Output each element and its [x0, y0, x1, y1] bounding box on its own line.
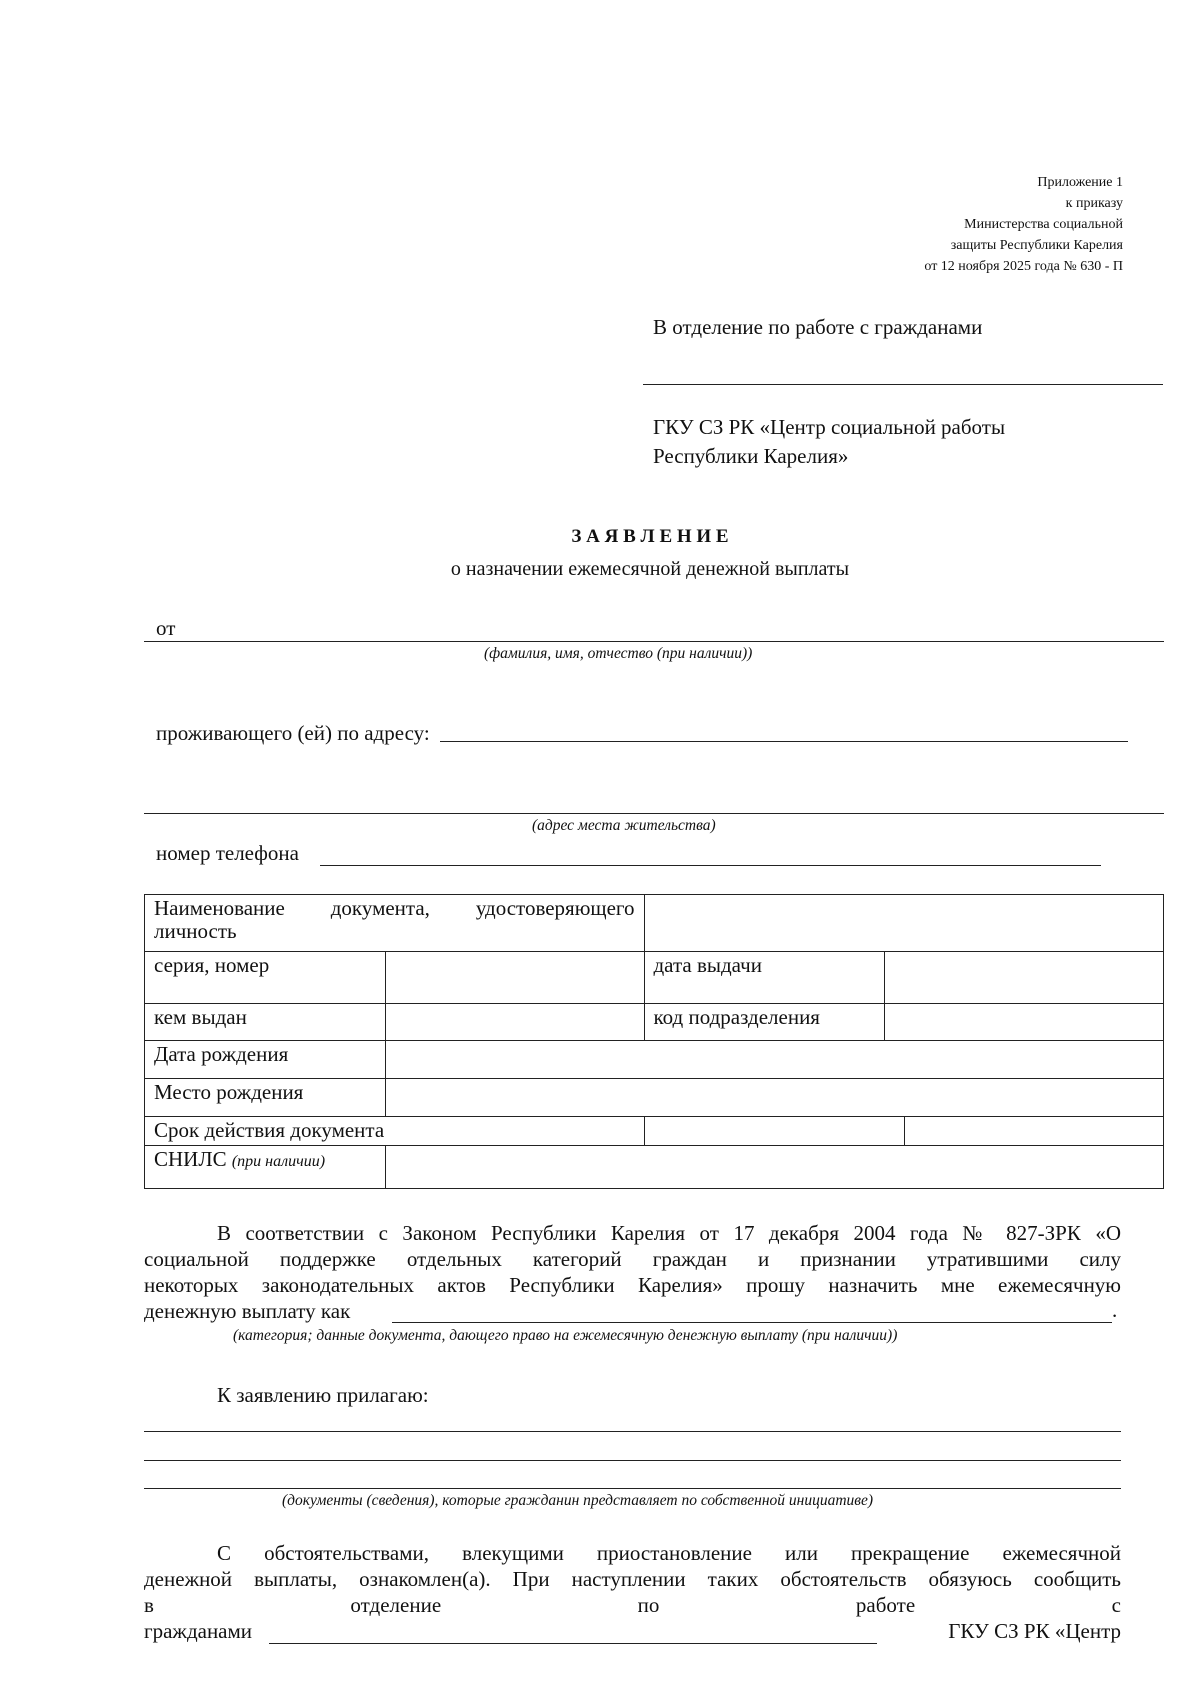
doc-name-label	[145, 895, 645, 952]
identity-document-table	[144, 894, 1164, 1189]
phone-label: номер телефона	[156, 841, 299, 865]
birth-place-label: Место рождения	[145, 1079, 386, 1117]
category-hint: (категория; данные документа, дающего право на ежемесячную денежную выплату (при наличии))	[233, 1327, 898, 1344]
address-line-2[interactable]	[144, 813, 1164, 814]
dept-code-label: код подразделения	[644, 1004, 885, 1041]
ack-line-3: в отделение по работе с	[144, 1593, 1121, 1617]
validity-to-value[interactable]	[905, 1117, 1164, 1146]
request-line-1: В соответствии с Законом Республики Карелия от 17 декабря 2004 года № 827-ЗРК «О	[217, 1221, 1121, 1245]
validity-label: Срок действия документа	[145, 1117, 645, 1146]
ack-line-4-end: ГКУ СЗ РК «Центр	[948, 1619, 1121, 1643]
issue-date-label: дата выдачи	[644, 952, 885, 1004]
from-name-line[interactable]	[144, 641, 1164, 642]
department-line[interactable]	[269, 1643, 877, 1644]
from-name-hint: (фамилия, имя, отчество (при наличии))	[484, 645, 753, 662]
address-hint: (адрес места жительства)	[532, 817, 716, 834]
ack-line-2: денежной выплаты, ознакомлен(а). При наступлении таких обстоятельств обязуюсь сообщить	[144, 1567, 1121, 1591]
series-number-value[interactable]	[385, 952, 644, 1004]
addressee-blank-line[interactable]	[643, 384, 1163, 385]
attachments-line-2[interactable]	[144, 1460, 1121, 1461]
doc-name-value[interactable]	[644, 895, 1164, 952]
address-line-1[interactable]	[440, 741, 1128, 742]
from-label: от	[156, 616, 176, 640]
ack-line-4	[144, 1618, 1121, 1644]
validity-from-value[interactable]	[644, 1117, 905, 1146]
document-subtitle: о назначении ежемесячной денежной выплаты	[450, 558, 850, 580]
doc-name-text: Наименование документа, удостоверяющего личность	[154, 896, 635, 943]
birth-date-value[interactable]	[385, 1041, 1163, 1079]
appendix-line-2: к приказу	[1065, 196, 1123, 211]
snils-label	[145, 1146, 386, 1189]
request-paragraph	[144, 1220, 1121, 1324]
issued-by-value[interactable]	[385, 1004, 644, 1041]
appendix-block	[924, 172, 1123, 277]
attachments-label: К заявлению прилагаю:	[217, 1383, 429, 1407]
addressee-org-2: Республики Карелия»	[653, 444, 849, 468]
snils-text: СНИЛС	[154, 1147, 227, 1171]
acknowledgement-paragraph	[144, 1540, 1121, 1644]
attachments-hint: (документы (сведения), которые гражданин представляет по собственной инициативе)	[282, 1492, 874, 1509]
address-label: проживающего (ей) по адресу:	[156, 721, 430, 745]
request-line-2: социальной поддержке отдельных категорий граждан и признании утратившими силу	[144, 1247, 1121, 1271]
category-period: .	[1112, 1298, 1118, 1322]
issue-date-value[interactable]	[885, 952, 1164, 1004]
request-line-4: денежную выплату как	[144, 1299, 351, 1323]
phone-line[interactable]	[320, 865, 1101, 866]
issued-by-label: кем выдан	[145, 1004, 386, 1041]
appendix-line-4: защиты Республики Карелия	[950, 238, 1123, 253]
ack-line-1: С обстоятельствами, влекущими приостановление или прекращение ежемесячной	[217, 1541, 1121, 1565]
category-line[interactable]	[392, 1322, 1112, 1323]
birth-date-label: Дата рождения	[145, 1041, 386, 1079]
snils-note: (при наличии)	[231, 1153, 326, 1170]
attachments-line-1[interactable]	[144, 1431, 1121, 1432]
request-line-3: некоторых законодательных актов Республики Карелия» прошу назначить мне ежемесячную	[144, 1273, 1121, 1297]
appendix-line-3: Министерства социальной	[964, 217, 1123, 232]
addressee-line: В отделение по работе с гражданами	[653, 315, 983, 339]
appendix-line-5: от 12 ноября 2025 года № 630 - П	[924, 259, 1123, 274]
birth-place-value[interactable]	[385, 1079, 1163, 1117]
addressee-org-1: ГКУ СЗ РК «Центр социальной работы	[653, 415, 1006, 439]
series-number-label: серия, номер	[145, 952, 386, 1004]
appendix-line-1: Приложение 1	[1037, 175, 1123, 190]
ack-line-4-start: гражданами	[144, 1619, 253, 1643]
snils-value[interactable]	[385, 1146, 1163, 1189]
dept-code-value[interactable]	[885, 1004, 1164, 1041]
attachments-line-3[interactable]	[144, 1488, 1121, 1489]
document-title: З А Я В Л Е Н И Е	[571, 526, 729, 547]
